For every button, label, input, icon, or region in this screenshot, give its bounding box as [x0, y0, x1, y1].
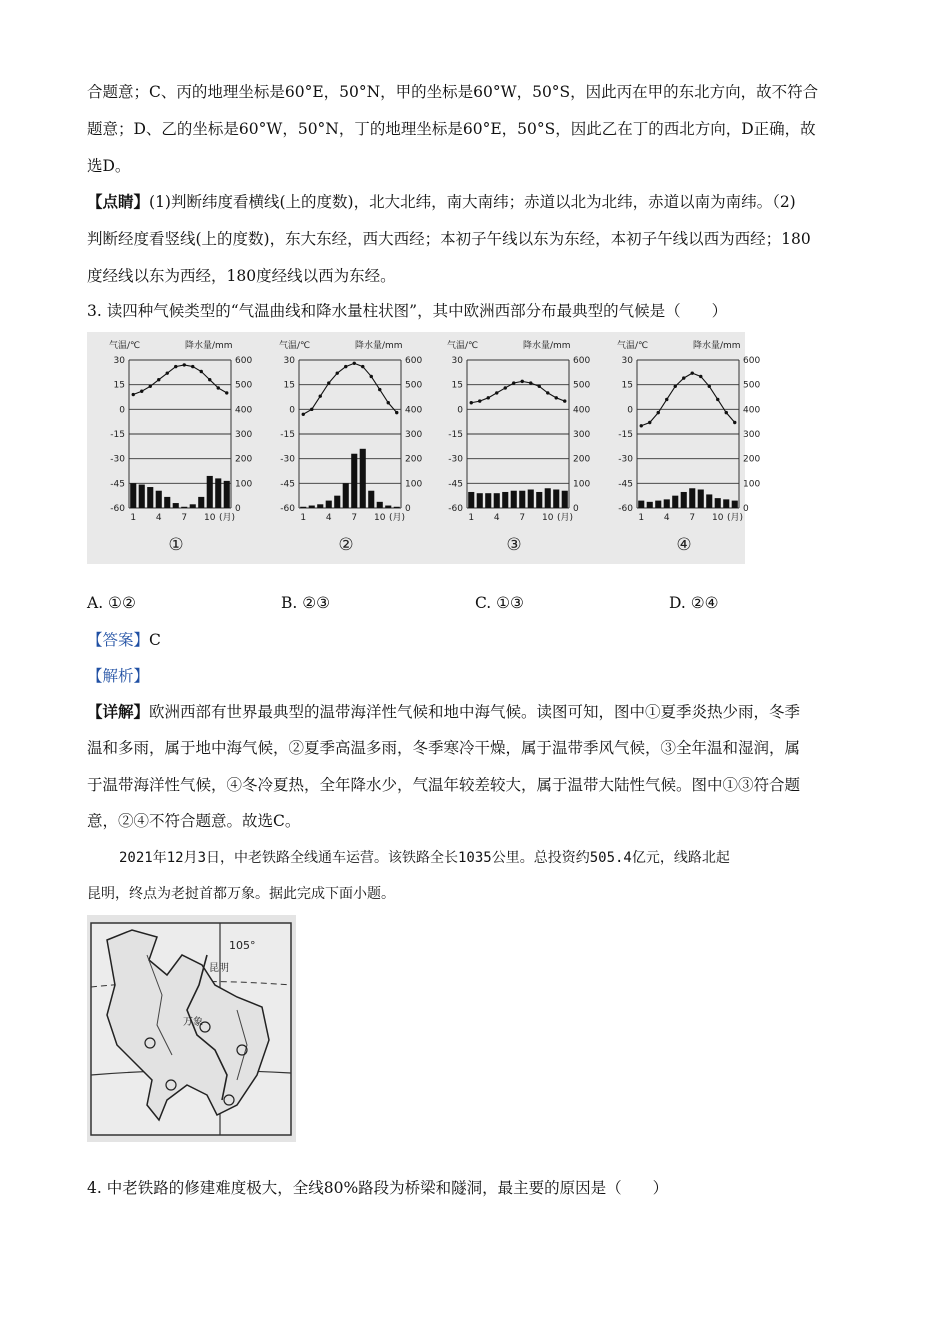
detail-line: 于温带海洋性气候，④冬冷夏热，全年降水少，气温年较差较大，属于温带大陆性气候。图中①③符合题 — [87, 776, 801, 794]
precip-tick-label: 0 — [743, 504, 749, 514]
precip-tick-label: 400 — [235, 405, 253, 416]
temp-line — [133, 365, 227, 395]
tip-line — [87, 190, 796, 214]
precip-bar — [485, 493, 491, 508]
temp-tick-label: -60 — [280, 504, 295, 514]
temp-point — [157, 378, 160, 381]
month-tick-label: 4 — [155, 513, 162, 523]
precip-tick-label: 100 — [573, 479, 591, 490]
precip-bar — [309, 506, 315, 508]
text-line: 合题意；C、丙的地理坐标是60°E，50°N，甲的坐标是60°W，50°S，因此丙在甲的东北方向，故不符合 — [87, 83, 819, 101]
temp-point — [353, 362, 356, 365]
temp-tick-label: -15 — [110, 430, 125, 440]
temp-point — [310, 408, 313, 411]
chart-number-label: ① — [168, 535, 184, 555]
temp-axis-title: 气温/℃ — [109, 341, 141, 351]
temp-point — [478, 399, 481, 402]
precip-axis-title: 降水量/mm — [355, 341, 403, 351]
precip-bar — [528, 490, 534, 509]
option-c: C. ①③ — [475, 594, 524, 612]
precip-bar — [156, 491, 162, 508]
temp-tick-label: -45 — [280, 479, 295, 490]
temp-point — [708, 385, 711, 388]
temp-tick-label: -45 — [618, 479, 633, 490]
chart-number-label: ④ — [676, 535, 692, 555]
precip-bar — [732, 501, 738, 508]
temp-point — [470, 401, 473, 404]
precip-bar — [317, 504, 323, 508]
temp-point — [344, 365, 347, 368]
temp-tick-label: 15 — [113, 380, 125, 391]
temp-line — [303, 363, 397, 414]
tip-text: (1)判断纬度看横线(上的度数)，北大北纬，南大南纬；赤道以北为北纬，赤道以南为南纬。（2) — [149, 193, 796, 211]
precip-bar — [215, 478, 221, 508]
temp-tick-label: -45 — [448, 479, 463, 490]
temp-point — [208, 378, 211, 381]
temp-point — [361, 365, 364, 368]
intro-line: 2021年12月3日，中老铁路全线通车运营。该铁路全长1035公里。总投资约505.4亿元，线路北起 — [119, 850, 730, 866]
temp-point — [225, 391, 228, 394]
month-tick-label: 1 — [638, 513, 645, 523]
precip-bar — [377, 502, 383, 508]
precip-bar — [368, 491, 374, 508]
temp-point — [512, 381, 515, 384]
temp-axis-title: 气温/℃ — [617, 341, 649, 351]
month-tick-label: 7 — [351, 513, 358, 523]
precip-tick-label: 400 — [743, 405, 761, 416]
precip-tick-label: 300 — [235, 430, 253, 440]
precip-bar — [173, 503, 179, 508]
temp-point — [149, 385, 152, 388]
temp-point — [640, 424, 643, 427]
precip-bar — [351, 454, 357, 508]
precip-bar — [394, 507, 400, 508]
temp-tick-label: 0 — [119, 405, 125, 416]
month-tick-label: 10 — [542, 513, 554, 523]
precip-bar — [672, 496, 678, 508]
temp-tick-label: -30 — [618, 454, 633, 465]
precip-tick-label: 100 — [743, 479, 761, 490]
month-tick-label: 10 — [204, 513, 216, 523]
question-4: 4. 中老铁路的修建难度极大，全线80%路段为桥梁和隧洞，最主要的原因是（ ） — [87, 1179, 669, 1197]
detail-line: 意，②④不符合题意。故选C。 — [87, 812, 301, 830]
temp-point — [183, 363, 186, 366]
temp-point — [555, 396, 558, 399]
analysis-tag: 【解析】 — [87, 667, 150, 685]
text-line: 度经线以东为西经，180度经线以西为东经。 — [87, 267, 396, 285]
temp-tick-label: -30 — [110, 454, 125, 465]
precip-bar — [326, 501, 332, 508]
temp-line — [641, 373, 735, 426]
question-3: 3. 读四种气候类型的“气温曲线和降水量柱状图”，其中欧洲西部分布最典型的气候是（ ） — [87, 302, 728, 320]
precip-bar — [181, 507, 187, 508]
precip-bar — [164, 497, 170, 508]
temp-tick-label: -60 — [618, 504, 633, 514]
precip-bar — [224, 481, 230, 508]
temp-tick-label: -30 — [448, 454, 463, 465]
precip-tick-label: 500 — [405, 380, 423, 391]
precip-tick-label: 400 — [573, 405, 591, 416]
precip-bar — [536, 492, 542, 508]
precip-tick-label: 600 — [235, 356, 253, 366]
month-tick-label: 4 — [663, 513, 670, 523]
month-tick-label: 10 — [374, 513, 386, 523]
temp-tick-label: -15 — [448, 430, 463, 440]
precip-bar — [130, 483, 136, 508]
precip-tick-label: 0 — [405, 504, 411, 514]
temp-point — [191, 365, 194, 368]
precip-bar — [681, 492, 687, 508]
temp-point — [648, 421, 651, 424]
temp-tick-label: 15 — [451, 380, 463, 391]
month-unit-label: (月) — [219, 513, 236, 523]
city-vientiane-label: 万象 — [183, 1017, 203, 1028]
precip-bar — [715, 498, 721, 508]
option-d: D. ②④ — [669, 594, 719, 612]
precip-bar — [139, 485, 145, 508]
option-a: A. ①② — [87, 594, 136, 612]
detail-line — [87, 700, 800, 724]
temp-point — [529, 381, 532, 384]
precip-bar — [689, 488, 695, 508]
precip-axis-title: 降水量/mm — [523, 341, 571, 351]
temp-tick-label: 0 — [627, 405, 633, 416]
temp-point — [699, 375, 702, 378]
month-tick-label: 10 — [712, 513, 724, 523]
answer-tag: 【答案】 — [87, 631, 150, 649]
month-tick-label: 7 — [689, 513, 696, 523]
precip-bar — [494, 493, 500, 508]
temp-point — [504, 386, 507, 389]
temp-point — [521, 380, 524, 383]
month-tick-label: 1 — [468, 513, 475, 523]
precip-axis-title: 降水量/mm — [185, 341, 233, 351]
precip-tick-label: 600 — [743, 356, 761, 366]
railway-map-svg — [87, 915, 296, 1142]
precip-tick-label: 300 — [405, 430, 423, 440]
tip-tag: 【点睛】 — [87, 192, 150, 211]
temp-point — [682, 376, 685, 379]
detail-line: 温和多雨，属于地中海气候，②夏季高温多雨，冬季寒冷干燥，属于温带季风气候，③全年温和湿润，属 — [87, 739, 801, 757]
precip-bar — [300, 507, 306, 508]
chart-number-label: ③ — [506, 535, 522, 555]
temp-point — [674, 385, 677, 388]
temp-axis-title: 气温/℃ — [279, 341, 311, 351]
precip-bar — [477, 493, 483, 508]
temp-point — [495, 391, 498, 394]
month-tick-label: 7 — [181, 513, 188, 523]
temp-point — [538, 385, 541, 388]
precip-tick-label: 500 — [573, 380, 591, 391]
month-tick-label: 1 — [130, 513, 137, 523]
temp-point — [174, 365, 177, 368]
precip-axis-title: 降水量/mm — [693, 341, 741, 351]
chart-number-label: ② — [338, 535, 354, 555]
month-tick-label: 4 — [493, 513, 500, 523]
temp-tick-label: -45 — [110, 479, 125, 490]
temp-tick-label: -15 — [618, 430, 633, 440]
temp-tick-label: -30 — [280, 454, 295, 465]
precip-bar — [190, 504, 196, 508]
month-tick-label: 4 — [325, 513, 332, 523]
precip-tick-label: 500 — [743, 380, 761, 391]
precip-tick-label: 600 — [405, 356, 423, 366]
temp-point — [140, 390, 143, 393]
text-line: 判断经度看竖线(上的度数)，东大东经，西大西经；本初子午线以东为东经，本初子午线以西为西经；180 — [87, 230, 811, 248]
temp-point — [302, 413, 305, 416]
temp-point — [378, 388, 381, 391]
temp-point — [733, 421, 736, 424]
precip-tick-label: 200 — [235, 454, 253, 465]
precip-tick-label: 400 — [405, 405, 423, 416]
precip-bar — [511, 491, 517, 508]
temp-tick-label: 0 — [457, 405, 463, 416]
temp-tick-label: -15 — [280, 430, 295, 440]
precip-tick-label: 600 — [573, 356, 591, 366]
precip-tick-label: 0 — [573, 504, 579, 514]
temp-point — [691, 371, 694, 374]
precip-bar — [638, 501, 644, 508]
precip-bar — [343, 483, 349, 508]
temp-tick-label: 15 — [283, 380, 295, 391]
text-line: 选D。 — [87, 157, 131, 175]
precip-bar — [207, 476, 213, 508]
temp-point — [657, 411, 660, 414]
temp-tick-label: 30 — [621, 356, 633, 366]
precip-bar — [706, 494, 712, 508]
month-unit-label: (月) — [557, 513, 574, 523]
precip-tick-label: 100 — [405, 479, 423, 490]
detail-text: 欧洲西部有世界最典型的温带海洋性气候和地中海气候。读图可知，图中①夏季炎热少雨，冬季 — [149, 703, 801, 721]
temp-point — [387, 401, 390, 404]
precip-bar — [562, 491, 568, 508]
temp-tick-label: -60 — [110, 504, 125, 514]
precip-bar — [655, 501, 661, 508]
precip-bar — [698, 490, 704, 509]
intro-line: 昆明，终点为老挝首都万象。据此完成下面小题。 — [87, 886, 395, 902]
temp-point — [327, 381, 330, 384]
precip-tick-label: 200 — [573, 454, 591, 465]
precip-bar — [545, 488, 551, 508]
month-unit-label: (月) — [727, 513, 744, 523]
month-tick-label: 1 — [300, 513, 307, 523]
precip-bar — [502, 492, 508, 508]
precip-tick-label: 300 — [743, 430, 761, 440]
temp-point — [487, 396, 490, 399]
precip-bar — [723, 499, 729, 508]
precip-tick-label: 100 — [235, 479, 253, 490]
precip-bar — [198, 497, 204, 508]
temp-tick-label: 0 — [289, 405, 295, 416]
temp-tick-label: -60 — [448, 504, 463, 514]
temp-point — [716, 398, 719, 401]
temp-point — [725, 411, 728, 414]
text-line: 题意；D、乙的坐标是60°W，50°N，丁的地理坐标是60°E，50°S，因此乙在丁的西北方向，D正确，故 — [87, 120, 816, 138]
temp-tick-label: 30 — [451, 356, 463, 366]
temp-tick-label: 30 — [283, 356, 295, 366]
precip-tick-label: 300 — [573, 430, 591, 440]
precip-bar — [334, 496, 340, 508]
temp-point — [336, 371, 339, 374]
precip-bar — [647, 502, 653, 508]
temp-point — [166, 371, 169, 374]
precip-tick-label: 200 — [405, 454, 423, 465]
temp-point — [319, 394, 322, 397]
precip-bar — [147, 487, 153, 508]
temp-point — [563, 399, 566, 402]
precip-bar — [468, 492, 474, 508]
temp-point — [395, 411, 398, 414]
precip-bar — [553, 490, 559, 509]
detail-tag: 【详解】 — [87, 702, 150, 721]
climate-figure — [87, 332, 761, 564]
option-b: B. ②③ — [281, 594, 331, 612]
answer-value: C — [149, 631, 161, 649]
climate-charts-svg — [87, 332, 761, 564]
temp-tick-label: 15 — [621, 380, 633, 391]
precip-bar — [360, 449, 366, 508]
temp-point — [546, 391, 549, 394]
precip-tick-label: 200 — [743, 454, 761, 465]
railway-map — [87, 915, 296, 1142]
precip-tick-label: 500 — [235, 380, 253, 391]
city-kunming-label: 昆明 — [209, 963, 229, 974]
answer-line — [87, 628, 161, 652]
lon-label: 105° — [229, 939, 256, 952]
temp-point — [665, 398, 668, 401]
temp-point — [200, 370, 203, 373]
temp-point — [132, 393, 135, 396]
temp-axis-title: 气温/℃ — [447, 341, 479, 351]
temp-point — [217, 386, 220, 389]
precip-tick-label: 0 — [235, 504, 241, 514]
precip-bar — [664, 499, 670, 508]
precip-bar — [519, 491, 525, 508]
temp-tick-label: 30 — [113, 356, 125, 366]
precip-bar — [385, 506, 391, 508]
temp-point — [370, 375, 373, 378]
month-tick-label: 7 — [519, 513, 526, 523]
month-unit-label: (月) — [389, 513, 406, 523]
